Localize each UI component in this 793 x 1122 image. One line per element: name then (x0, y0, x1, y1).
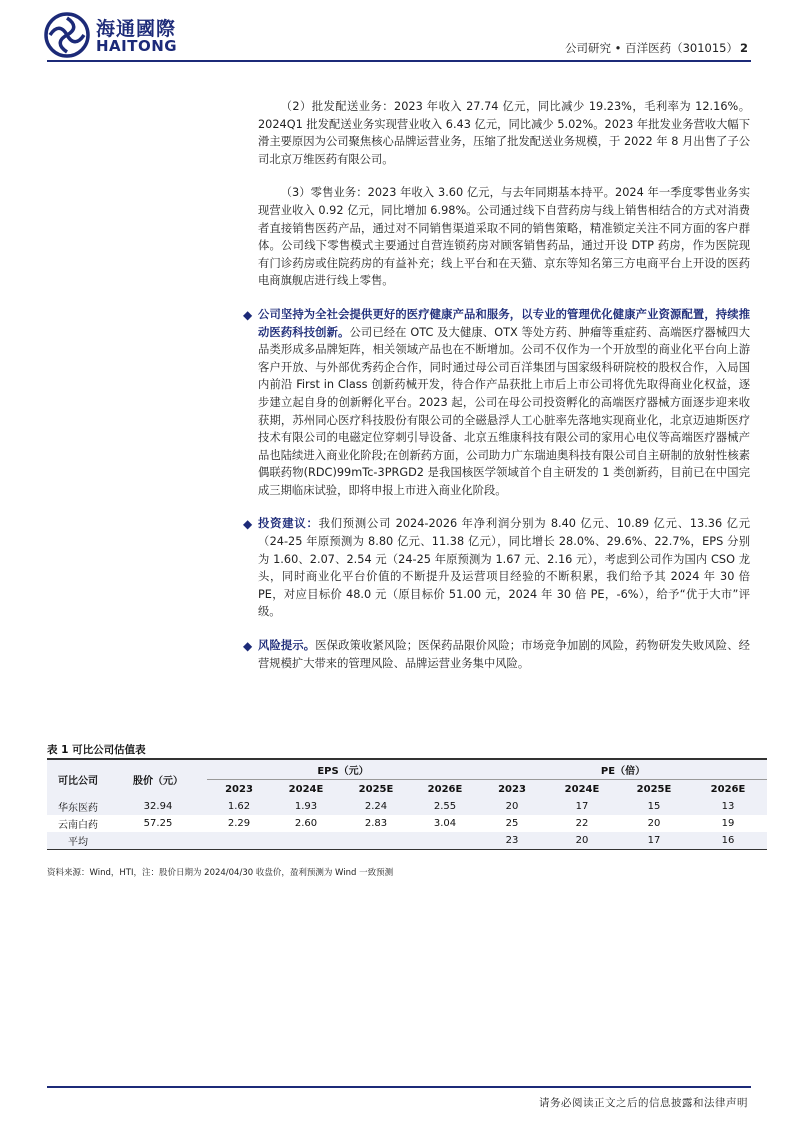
bullet-icon: ◆ (243, 307, 253, 322)
cell-pe: 17 (545, 798, 619, 815)
header-company: 可比公司 (47, 760, 109, 798)
header-eps-group: EPS（元） (207, 760, 479, 780)
cell-pe: 20 (545, 832, 619, 850)
valuation-table (47, 760, 767, 850)
table-row (47, 798, 767, 815)
header-pe-year: 2026E (689, 780, 767, 799)
risk-heading: 风险提示。 (258, 639, 316, 653)
haitong-logo-icon (44, 12, 90, 58)
footer-divider (47, 1086, 751, 1088)
cell-eps: 2.29 (227, 818, 251, 829)
innovation-heading: 公司坚持为全社会提供更好的医疗健康产品和服务，以专业的管理优化健康产业资源配置，持续推动医药科技创新。 (258, 307, 750, 339)
header-price: 股价（元） (109, 760, 207, 798)
bullet-icon: ◆ (243, 639, 253, 654)
footer-disclaimer: 请务必阅读正文之后的信息披露和法律声明 (539, 1097, 748, 1109)
cell-price: 57.25 (143, 818, 173, 829)
cell-pe: 15 (619, 798, 689, 815)
cell-eps (411, 832, 479, 850)
investment-body: 我们预测公司 2024-2026 年净利润分别为 8.40 亿元、10.89 亿元、13.36 亿元（24-25 年原预测为 8.80 亿元、11.38 亿元），同比增长 28.0%、29.6%、22.7%，EPS 分别为 1.60、2.07、2.54 元（24-25 年原预测为 1.67 元、2.16 元），考虑到公司作为国内 CSO 龙头，同时商业化平台价值的不断提升及运营项目经验的不断积累，我们给予其 2024 年 30 倍 PE，对应目标价 48.0 元（原目标价 51.00 元，2024 年 30 倍 PE，-6%），给予“优于大市”评级。 (258, 517, 750, 619)
cell-eps (271, 832, 341, 850)
cell-eps: 3.04 (433, 818, 457, 829)
brand-english: HAITONG (96, 37, 178, 55)
cell-eps: 2.55 (411, 798, 479, 815)
cell-pe: 25 (505, 818, 519, 829)
main-content (243, 98, 750, 688)
table-title: 表 1 可比公司估值表 (47, 744, 146, 756)
cell-eps (207, 832, 271, 850)
cell-company: 华东医药 (47, 798, 109, 815)
table-row (47, 815, 767, 832)
header-eps-year: 2026E (411, 780, 479, 799)
page-number: 2 (739, 41, 748, 55)
wholesale-paragraph: （2）批发配送业务：2023 年收入 27.74 亿元，同比减少 19.23%，毛利率为 12.16%。2024Q1 批发配送业务实现营业收入 6.43 亿元，同比减少 5.02%。2023 年批发业务营收大幅下滑主要原因为公司聚焦核心品牌运营业务，压缩了批发配送业务规模，于 2022 年 8 月出售了子公司北京万维医药有限公司。 (258, 100, 750, 166)
header-eps-year: 2025E (341, 780, 411, 799)
header-eps-year: 2024E (271, 780, 341, 799)
investment-bullet (243, 515, 750, 621)
table-row-average (47, 832, 767, 850)
cell-price (109, 832, 207, 850)
retail-paragraph: （3）零售业务：2023 年收入 3.60 亿元，与去年同期基本持平。2024 年一季度零售业务实现营业收入 0.92 亿元，同比增加 6.98%。公司通过线下自营药房与线上销售相结合的方式对消费者直接销售医药产品，通过对不同销售渠道采取不同的销售策略，精准锁定关注不同方面的客户群体。公司线下零售模式主要通过自营连锁药房对顾客销售药品，通过开设 DTP 药房，作为医院现有门诊药房或住院药房的有益补充；线上平台和在天猫、京东等知名第三方电商平台上开设的医药电商旗舰店进行线上零售。 (258, 186, 750, 288)
innovation-bullet (243, 306, 750, 500)
innovation-body: 公司已经在 OTC 及大健康、OTX 等处方药、肿瘤等重症药、高端医疗器械四大品类形成多品牌矩阵，相关领域产品也在不断增加。公司不仅作为一个开放型的商业化平台向上游客户开放、与外部优秀药企合作，同时通过母公司百洋集团与国家级科研院校的股权合作，入局国内前沿 First in Class 创新药械开发，待合作产品获批上市后上市公司将优先取得商业化权益，逐步建立起自身的创新孵化平台。2023 起，公司在母公司投资孵化的高端医疗器械方面逐步迎来收获期，苏州同心医疗科技股份有限公司的全磁悬浮人工心脏率先落地实现商业化，北京迈迪斯医疗技术有限公司的电磁定位穿刺引导设备、北京五维康科技有限公司的家用心电仪等高端医疗器械产品也陆续进入商业化阶段;在创新药方面，公司助力广东瑞迪奥科技有限公司自主研制的放射性核素偶联药物(RDC)99mTc-3PRGD2 是我国核医学领域首个自主研发的 1 类创新药，目前已在中国完成三期临床试验，即将申报上市进入商业化阶段。 (258, 325, 750, 497)
cell-company: 云南白药 (58, 820, 98, 831)
cell-pe: 22 (575, 818, 589, 829)
cell-pe: 16 (689, 832, 767, 850)
cell-eps: 2.24 (341, 798, 411, 815)
header-pe-year: 2024E (545, 780, 619, 799)
cell-pe: 20 (647, 818, 661, 829)
risk-bullet (243, 637, 750, 672)
cell-pe: 23 (479, 832, 545, 850)
cell-eps: 2.83 (364, 818, 388, 829)
report-info (565, 40, 748, 56)
header-pe-year: 2025E (619, 780, 689, 799)
table-source-note: 资料来源：Wind，HTI，注：股价日期为 2024/04/30 收盘价，盈利预测为 Wind 一致预测 (47, 868, 394, 878)
cell-price: 32.94 (109, 798, 207, 815)
report-company-label: 公司研究 • 百洋医药（301015） (564, 41, 738, 55)
header-pe-year: 2023 (479, 780, 545, 799)
brand-chinese: 海通國際 (96, 18, 177, 40)
cell-eps: 1.93 (271, 798, 341, 815)
header-pe-group: PE（倍） (479, 760, 767, 780)
cell-company: 平均 (47, 832, 109, 850)
header-divider (47, 60, 751, 62)
cell-pe: 17 (619, 832, 689, 850)
bullet-icon: ◆ (243, 517, 253, 532)
risk-body: 医保政策收紧风险；医保药品限价风险；市场竞争加剧的风险，药物研发失败风险、经营规模扩大带来的管理风险、品牌运营业务集中风险。 (258, 639, 750, 670)
cell-pe: 20 (479, 798, 545, 815)
cell-eps (341, 832, 411, 850)
table-header-row (47, 760, 767, 780)
cell-eps: 2.60 (294, 818, 318, 829)
cell-pe: 19 (721, 818, 735, 829)
header-eps-year: 2023 (207, 780, 271, 799)
cell-eps: 1.62 (207, 798, 271, 815)
investment-heading: 投资建议： (258, 517, 319, 531)
cell-pe: 13 (689, 798, 767, 815)
